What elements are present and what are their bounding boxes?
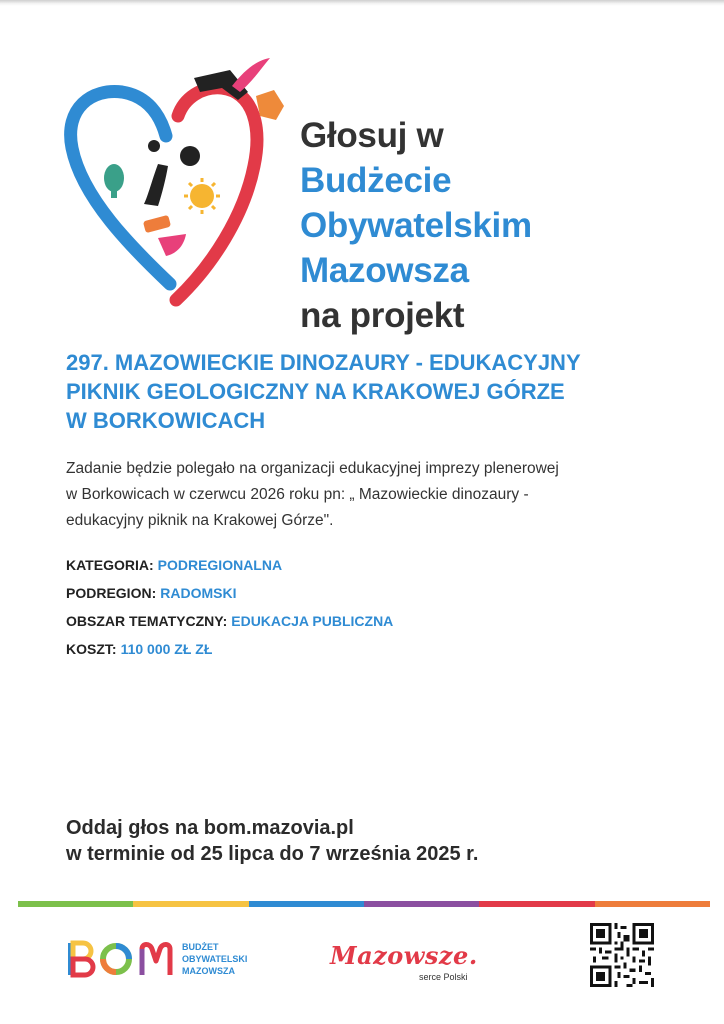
headline-prefix: Głosuj w: [300, 116, 444, 155]
project-title-line: W BORKOWICACH: [66, 408, 266, 433]
heart-right-stroke: [176, 88, 257, 300]
headline-accent: Budżecie: [300, 161, 452, 200]
bom-line: OBYWATELSKI: [182, 954, 248, 964]
hand-icon: [256, 90, 284, 120]
scan-edge: [0, 0, 724, 6]
rainbow-segment: [18, 901, 133, 907]
description-line: Zadanie będzie polegało na organizacji edukacyjnej imprezy plenerowej: [66, 460, 559, 477]
headline-line-4: na projekt: [300, 296, 465, 335]
detail-subregion: [66, 581, 666, 609]
bom-line: MAZOWSZA: [182, 966, 235, 976]
tree-icon: [104, 164, 124, 192]
cta-line: Oddaj głos na bom.mazovia.pl: [66, 817, 354, 839]
detail-label: PODREGION:: [66, 585, 157, 601]
project-title-line: PIKNIK GEOLOGICZNY NA KRAKOWEJ GÓRZE: [66, 379, 565, 404]
rainbow-segment: [249, 901, 364, 907]
detail-label: OBSZAR TEMATYCZNY:: [66, 613, 228, 629]
detail-value: EDUKACJA PUBLICZNA: [231, 613, 394, 629]
qr-code-icon: [590, 923, 654, 987]
heart-face-illustration: [62, 48, 292, 310]
rainbow-segment: [133, 901, 248, 907]
detail-thematic-area: [66, 609, 666, 637]
bom-line: BUDŻET: [182, 942, 219, 952]
cta-line: w terminie od 25 lipca do 7 września 2025 r.: [66, 843, 479, 865]
hero-section: [62, 40, 662, 335]
project-title-line: 297. MAZOWIECKIE DINOZAURY - EDUKACYJNY: [66, 350, 581, 375]
nose-icon: [144, 164, 168, 206]
detail-category: [66, 553, 666, 581]
detail-value: 110 000 ZŁ ZŁ: [120, 641, 213, 657]
detail-value: RADOMSKI: [160, 585, 237, 601]
cheek-shape: [143, 215, 171, 233]
rainbow-segment: [479, 901, 594, 907]
project-details: [66, 553, 666, 665]
detail-value: PODREGIONALNA: [157, 557, 283, 573]
mazowsze-logo: [330, 941, 510, 989]
mazowsze-tagline: serce Polski: [419, 972, 468, 982]
vote-call-to-action: [66, 815, 478, 867]
sun-icon: [190, 184, 214, 208]
project-description: [66, 456, 666, 534]
rainbow-divider: [18, 901, 710, 907]
detail-label: KOSZT:: [66, 641, 117, 657]
mazowsze-wordmark: Mazowsze.: [330, 941, 478, 970]
footer: [0, 915, 724, 1015]
eye-left-icon: [148, 140, 160, 152]
headline-line-2: Obywatelskim: [300, 206, 532, 245]
description-line: edukacyjny piknik na Krakowej Górze".: [66, 512, 334, 529]
description-line: w Borkowicach w czerwcu 2026 roku pn: „ Mazowieckie dinozaury -: [66, 486, 529, 503]
project-title: [66, 348, 656, 435]
rainbow-segment: [595, 901, 710, 907]
detail-cost: [66, 637, 666, 665]
bom-logo-text: [182, 941, 282, 977]
feather-icon: [232, 58, 270, 92]
detail-label: KATEGORIA:: [66, 557, 154, 573]
bom-logo: [66, 939, 266, 979]
bom-logo-mark: [66, 939, 174, 979]
headline-line-3: Mazowsza: [300, 251, 469, 290]
mouth-shape: [158, 234, 186, 256]
headline: [300, 113, 532, 338]
eye-right-icon: [180, 146, 200, 166]
rainbow-segment: [364, 901, 479, 907]
